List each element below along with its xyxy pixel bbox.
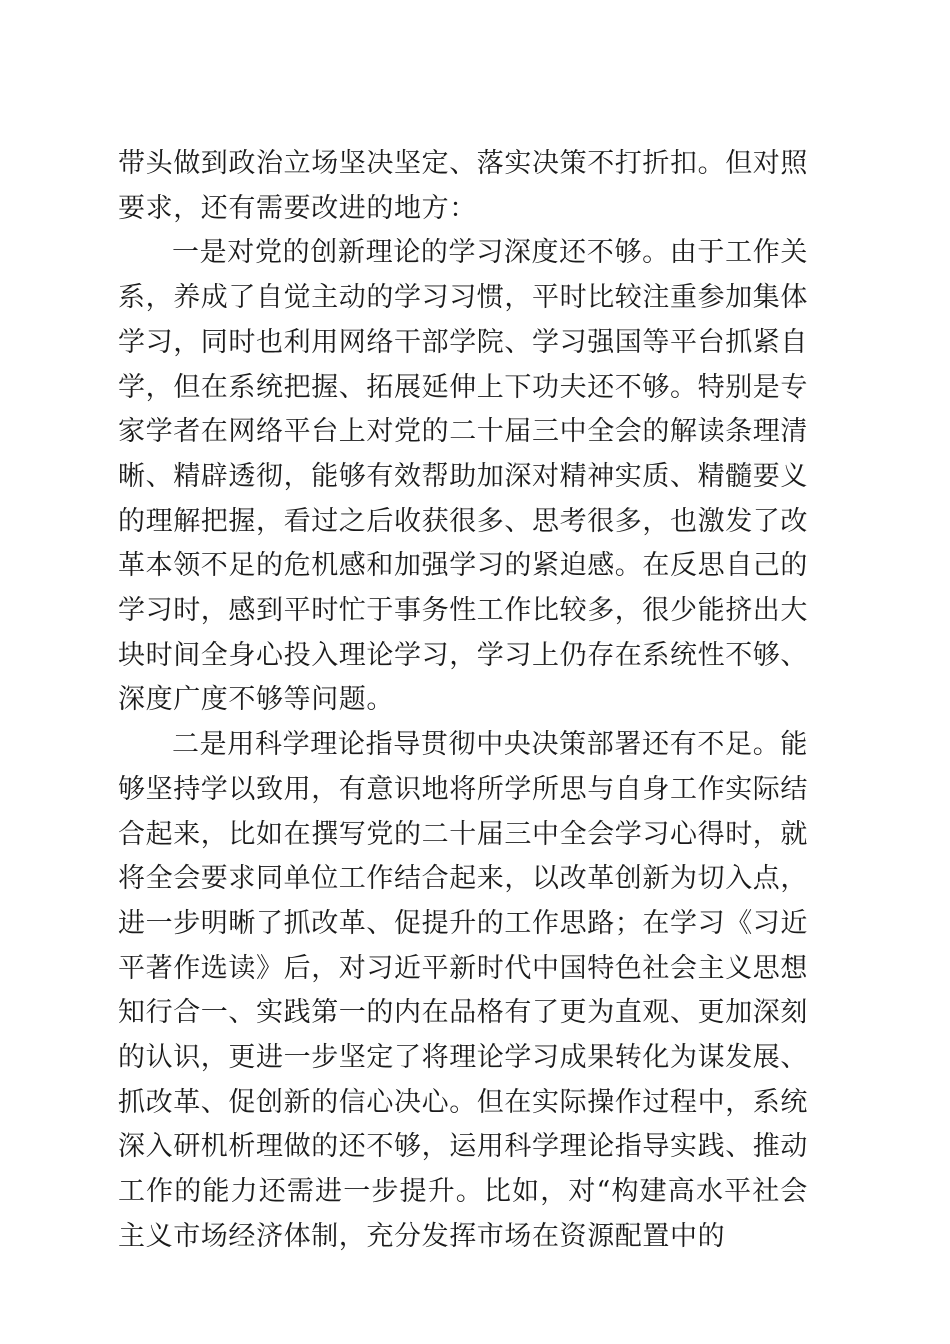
paragraph-continuation: 带头做到政治立场坚决坚定、落实决策不打折扣。但对照要求，还有需要改进的地方： — [118, 148, 808, 224]
paragraph-study-depth: 一是对党的创新理论的学习深度还不够。由于工作关系，养成了自觉主动的学习习惯，平时比较注重参加集体学习，同时也利用网络干部学院、学习强国等平台抓紧自学，但在系统把握、拓展延伸上下功夫还不够。特别是专家学者在网络平台上对党的二十届三中全会的解读条理清晰、精辟透彻，能够有效帮助加深对精神实质、精髓要义的理解把握，看过之后收获很多、思考很多，也激发了改革本领不足的危机感和加强学习的紧迫感。在反思自己的学习时，感到平时忙于事务性工作比较多，很少能挤出大块时间全身心投入理论学习，学习上仍存在系统性不够、深度广度不够等问题。 — [118, 237, 808, 716]
paragraph-theory-guidance: 二是用科学理论指导贯彻中央决策部署还有不足。能够坚持学以致用，有意识地将所学所思与自身工作实际结合起来，比如在撰写党的二十届三中全会学习心得时，就将全会要求同单位工作结合起来，以改革创新为切入点，进一步明晰了抓改革、促提升的工作思路；在学习《习近平著作选读》后，对习近平新时代中国特色社会主义思想知行合一、实践第一的内在品格有了更为直观、更加深刻的认识，更进一步坚定了将理论学习成果转化为谋发展、抓改革、促创新的信心决心。但在实际操作过程中，系统深入研机析理做的还不够，运用科学理论指导实践、推动工作的能力还需进一步提升。比如，对“构建高水平社会主义市场经济体制，充分发挥市场在资源配置中的 — [118, 729, 808, 1252]
document-body — [118, 142, 808, 1260]
